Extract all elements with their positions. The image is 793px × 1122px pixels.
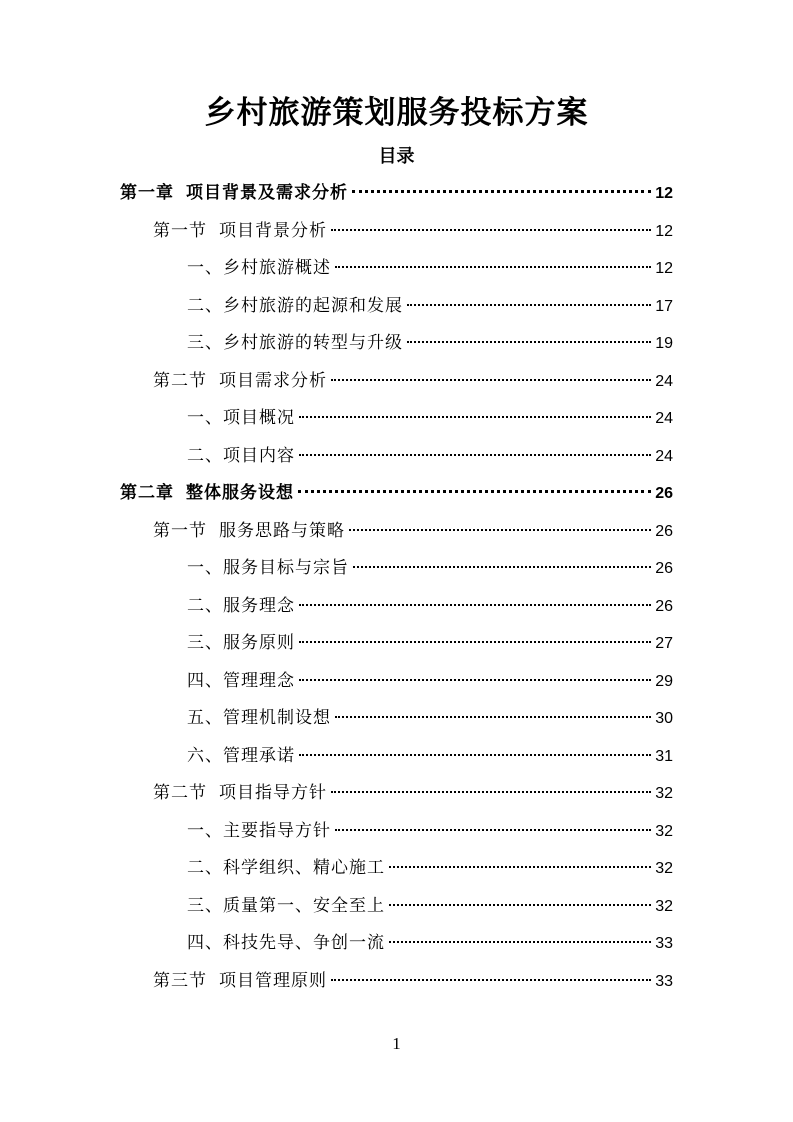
toc-subsection-entry[interactable] xyxy=(0,850,793,888)
toc-entry-page-number: 26 xyxy=(655,597,673,615)
toc-entry-page-number: 26 xyxy=(655,485,673,502)
toc-dot-leader xyxy=(349,528,651,531)
toc-entry-number: 六、 xyxy=(187,745,223,766)
toc-entry-number: 二、 xyxy=(187,595,223,616)
toc-dot-leader xyxy=(299,415,651,418)
toc-subsection-entry[interactable] xyxy=(0,400,793,438)
toc-entry-label xyxy=(187,325,403,363)
toc-entry-text: 乡村旅游的起源和发展 xyxy=(223,295,403,316)
toc-entry-label xyxy=(187,888,385,926)
toc-entry-text: 项目需求分析 xyxy=(219,370,327,391)
toc-entry-label xyxy=(187,850,385,888)
toc-entry-text: 管理承诺 xyxy=(223,745,295,766)
toc-subsection-entry[interactable] xyxy=(0,325,793,363)
toc-dot-leader xyxy=(335,828,651,831)
toc-entry-number: 第一章 xyxy=(120,183,174,203)
toc-entry-number: 第二节 xyxy=(153,370,207,391)
toc-subsection-entry[interactable] xyxy=(0,250,793,288)
toc-dot-leader xyxy=(299,453,651,456)
toc-entry-label xyxy=(153,363,327,401)
toc-entry-label xyxy=(153,775,327,813)
toc-entry-number: 三、 xyxy=(187,895,223,916)
toc-entry-number: 第一节 xyxy=(153,520,207,541)
toc-dot-leader xyxy=(407,303,651,306)
toc-entry-label xyxy=(153,513,345,551)
toc-dot-leader xyxy=(389,940,651,943)
toc-subsection-entry[interactable] xyxy=(0,438,793,476)
toc-entry-label xyxy=(187,288,403,326)
toc-entry-text: 服务目标与宗旨 xyxy=(223,558,349,578)
toc-entry-text: 项目指导方针 xyxy=(219,783,327,803)
toc-entry-number: 第二章 xyxy=(120,483,174,503)
toc-entry-text: 质量第一、安全至上 xyxy=(223,895,385,916)
toc-dot-leader xyxy=(331,978,651,981)
toc-entry-label xyxy=(187,663,295,701)
toc-chapter-entry[interactable] xyxy=(0,175,793,213)
toc-subsection-entry[interactable] xyxy=(0,288,793,326)
toc-entry-text: 管理理念 xyxy=(223,670,295,691)
toc-dot-leader xyxy=(331,228,651,231)
toc-section-entry[interactable] xyxy=(0,775,793,813)
toc-entry-text: 项目管理原则 xyxy=(219,970,327,991)
toc-dot-leader xyxy=(389,903,651,906)
toc-entry-text: 主要指导方针 xyxy=(223,820,331,841)
toc-entry-text: 服务原则 xyxy=(223,633,295,653)
toc-section-entry[interactable] xyxy=(0,213,793,251)
toc-entry-number: 四、 xyxy=(187,933,223,953)
toc-entry-text: 乡村旅游的转型与升级 xyxy=(223,333,403,353)
toc-entry-number: 二、 xyxy=(187,445,223,466)
toc-section-entry[interactable] xyxy=(0,963,793,1001)
toc-entry-label xyxy=(187,400,295,438)
page-number: 1 xyxy=(392,1034,401,1053)
toc-entry-page-number: 17 xyxy=(655,297,673,315)
toc-dot-leader xyxy=(298,489,651,493)
toc-entry-number: 第二节 xyxy=(153,783,207,803)
toc-entry-number: 四、 xyxy=(187,670,223,691)
toc-entry-page-number: 31 xyxy=(655,747,673,765)
toc-section-entry[interactable] xyxy=(0,513,793,551)
toc-chapter-entry[interactable] xyxy=(0,475,793,513)
toc-entry-number: 一、 xyxy=(187,558,223,578)
toc-entry-label xyxy=(153,963,327,1001)
toc-entry-page-number: 32 xyxy=(655,860,673,877)
toc-entry-number: 一、 xyxy=(187,258,223,278)
toc-subsection-entry[interactable] xyxy=(0,813,793,851)
toc-entry-text: 服务理念 xyxy=(223,595,295,616)
toc-subsection-entry[interactable] xyxy=(0,588,793,626)
toc-entry-label xyxy=(153,213,327,251)
toc-entry-number: 三、 xyxy=(187,633,223,653)
toc-entry-text: 乡村旅游概述 xyxy=(223,258,331,278)
toc-subsection-entry[interactable] xyxy=(0,738,793,776)
toc-dot-leader xyxy=(299,753,651,756)
toc-entry-label xyxy=(187,438,295,476)
toc-entry-page-number: 26 xyxy=(655,522,673,540)
toc-dot-leader xyxy=(335,715,651,718)
toc-entry-label xyxy=(187,550,349,588)
toc-entry-page-number: 12 xyxy=(655,260,673,277)
toc-entry-page-number: 33 xyxy=(655,935,673,952)
toc-entry-label xyxy=(187,588,295,626)
toc-entry-label xyxy=(187,925,385,963)
toc-entry-page-number: 27 xyxy=(655,635,673,652)
toc-entry-text: 项目概况 xyxy=(223,408,295,428)
toc-entry-label xyxy=(187,250,331,288)
toc-entry-text: 科技先导、争创一流 xyxy=(223,933,385,953)
toc-entry-page-number: 12 xyxy=(655,185,673,202)
toc-entry-text: 项目背景分析 xyxy=(219,220,327,241)
toc-dot-leader xyxy=(353,565,651,568)
toc-entry-page-number: 32 xyxy=(655,897,673,915)
toc-entry-page-number: 32 xyxy=(655,785,673,802)
toc-dot-leader xyxy=(331,378,651,381)
toc-entry-label xyxy=(187,813,331,851)
toc-subsection-entry[interactable] xyxy=(0,625,793,663)
toc-dot-leader xyxy=(352,189,651,193)
toc-entry-label xyxy=(120,475,294,513)
toc-dot-leader xyxy=(335,265,651,268)
toc-entry-number: 三、 xyxy=(187,333,223,353)
toc-entry-text: 管理机制设想 xyxy=(223,708,331,728)
toc-entry-number: 一、 xyxy=(187,820,223,841)
toc-entry-number: 五、 xyxy=(187,708,223,728)
toc-entry-text: 项目背景及需求分析 xyxy=(186,183,348,203)
toc-entry-number: 第一节 xyxy=(153,220,207,241)
toc-subsection-entry[interactable] xyxy=(0,700,793,738)
toc-dot-leader xyxy=(299,640,651,643)
toc-entry-number: 第三节 xyxy=(153,970,207,991)
toc-subsection-entry[interactable] xyxy=(0,663,793,701)
toc-dot-leader xyxy=(299,678,651,681)
toc-section-entry[interactable] xyxy=(0,363,793,401)
toc-entry-page-number: 26 xyxy=(655,560,673,577)
toc-entry-page-number: 24 xyxy=(655,410,673,427)
toc-entry-text: 服务思路与策略 xyxy=(219,520,345,541)
toc-dot-leader xyxy=(299,603,651,606)
toc-dot-leader xyxy=(331,790,651,793)
toc-entry-label xyxy=(120,175,348,213)
toc-entry-text: 整体服务设想 xyxy=(186,483,294,503)
toc-entry-page-number: 30 xyxy=(655,710,673,727)
toc-subsection-entry[interactable] xyxy=(0,550,793,588)
toc-dot-leader xyxy=(407,340,651,343)
toc-entry-page-number: 32 xyxy=(655,822,673,840)
toc-subsection-entry[interactable] xyxy=(0,888,793,926)
toc-heading: 目录 xyxy=(378,146,415,167)
toc-entry-page-number: 24 xyxy=(655,447,673,465)
document-title: 乡村旅游策划服务投标方案 xyxy=(204,95,589,131)
toc-entry-page-number: 29 xyxy=(655,672,673,690)
toc-entry-page-number: 12 xyxy=(655,222,673,240)
toc-subsection-entry[interactable] xyxy=(0,925,793,963)
toc-entry-page-number: 19 xyxy=(655,335,673,352)
toc-entry-number: 二、 xyxy=(187,858,223,878)
toc-entry-label xyxy=(187,700,331,738)
toc-entry-number: 二、 xyxy=(187,295,223,316)
toc-entry-page-number: 33 xyxy=(655,972,673,990)
toc-entry-label xyxy=(187,738,295,776)
toc-entry-text: 项目内容 xyxy=(223,445,295,466)
toc-dot-leader xyxy=(389,865,651,868)
toc-entry-page-number: 24 xyxy=(655,372,673,390)
table-of-contents xyxy=(0,175,793,1000)
toc-entry-text: 科学组织、精心施工 xyxy=(223,858,385,878)
toc-entry-label xyxy=(187,625,295,663)
toc-entry-number: 一、 xyxy=(187,408,223,428)
